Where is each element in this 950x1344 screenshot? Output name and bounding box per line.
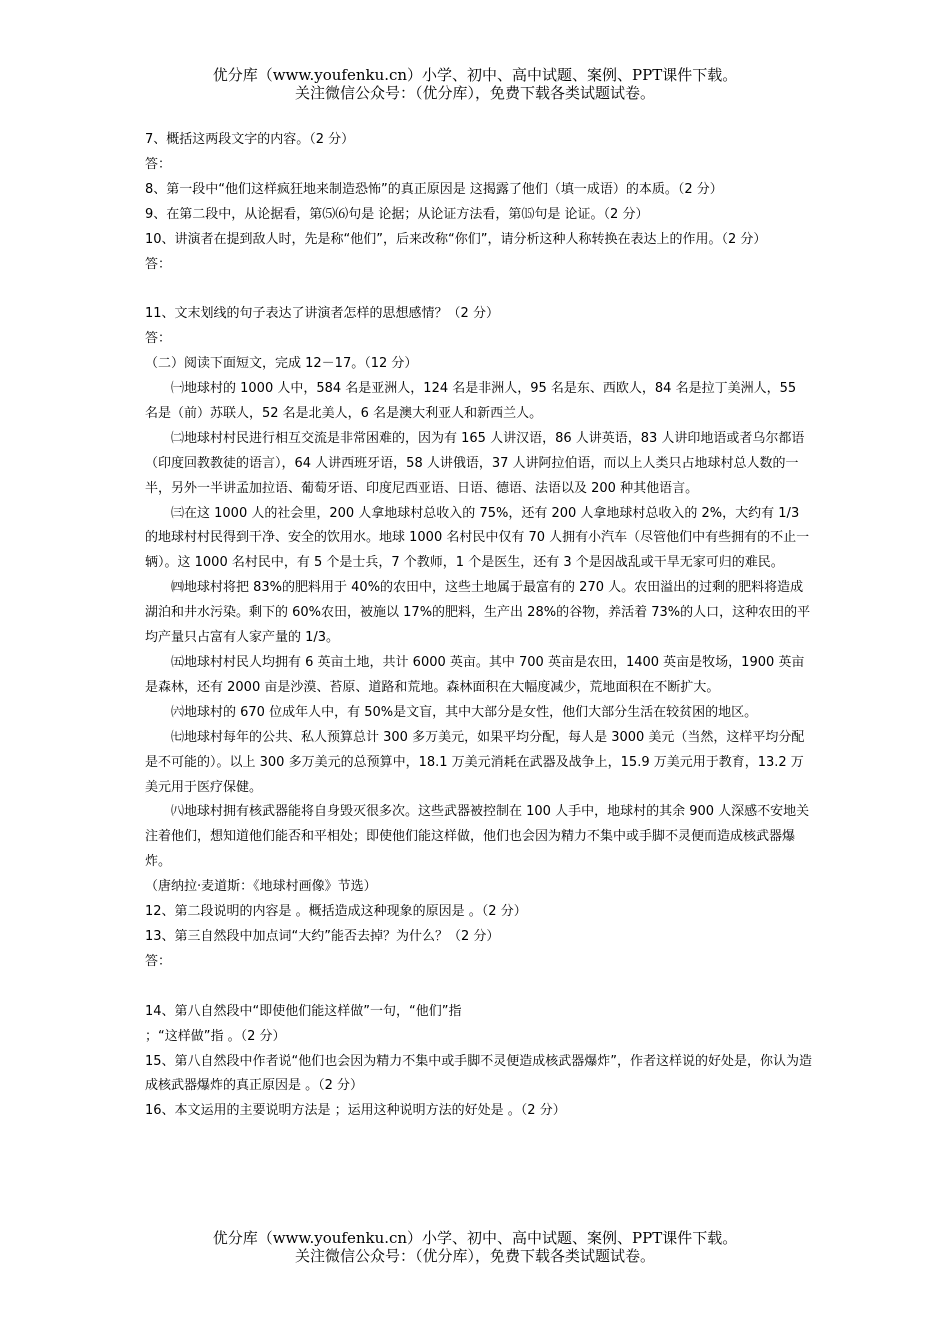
answer-label: 答：	[145, 331, 172, 347]
question-14-line-1: 14、第八自然段中“即使他们能这样做”一句，“他们”指	[145, 1003, 462, 1019]
paragraph-5: ㈤地球村村民人均拥有 6 英亩土地，共计 6000 英亩。其中 700 英亩是农田，1400 英亩是牧场，1900 英亩是森林，还有 2000 亩是沙漠、苔原、道路和荒地。森林面积在大幅度减少，荒地面积在不断扩大。	[145, 655, 805, 695]
footer-line-1: 优分库（www.youfenku.cn）小学、初中、高中试题、案例、PPT课件下载。	[212, 1229, 738, 1247]
paragraph-1: ㈠地球村的 1000 人中，584 名是亚洲人，124 名是非洲人，95 名是东、西欧人，84 名是拉丁美洲人，55 名是（前）苏联人，52 名是北美人，6 名是澳大利亚人和新西兰人。	[145, 381, 797, 421]
header-line-2: 关注微信公众号：（优分库），免费下载各类试题试卷。	[294, 84, 655, 102]
page-header-banner	[0, 66, 950, 102]
paragraph-3: ㈢在这 1000 人的社会里，200 人拿地球村总收入的 75%，还有 200 人拿地球村总收入的 2%，大约有 1/3 的地球村村民得到干净、安全的饮用水。地球 1000 名村民中仅有 70 人拥有小汽车（尽管他们中有些拥有的不止一辆）。这 1000 名村民中，有 5 个是士兵，7 个教师，1 个是医生，还有 3 个是因战乱或干旱无家可归的难民。	[145, 505, 810, 571]
answer-space	[145, 277, 813, 302]
question-8: 8、第一段中“他们这样疯狂地来制造恐怖”的真正原因是 这揭露了他们（填一成语）的本质。（2 分）	[145, 181, 723, 197]
question-9: 9、在第二段中，从论据看，第⑸⑹句是 论据；从论证方法看，第⒂句是 论证。（2 分）	[145, 206, 649, 222]
document-body	[145, 128, 813, 1124]
section-2-title: （二）阅读下面短文，完成 12－17。（12 分）	[145, 356, 418, 372]
answer-label: 答：	[145, 156, 172, 172]
footer-line-2: 关注微信公众号：（优分库），免费下载各类试题试卷。	[294, 1247, 655, 1265]
paragraph-6: ㈥地球村的 670 位成年人中，有 50%是文盲，其中大部分是女性，他们大部分生活在较贫困的地区。	[171, 704, 758, 720]
paragraph-4: ㈣地球村将把 83%的肥料用于 40%的农田中，这些土地属于最富有的 270 人。农田溢出的过剩的肥料将造成湖泊和井水污染。剩下的 60%农田，被施以 17%的肥料，生产出 28%的谷物，养活着 73%的人口，这种农田的平均产量只占富有人家产量的 1/3。	[145, 580, 811, 646]
article-source: （唐纳拉·麦道斯：《地球村画像》节选）	[145, 879, 377, 895]
answer-label: 答：	[145, 256, 172, 272]
question-7: 7、概括这两段文字的内容。（2 分）	[145, 132, 355, 147]
question-13: 13、第三自然段中加点词“大约”能否去掉？为什么？（2 分）	[145, 928, 500, 944]
question-15: 15、第八自然段中作者说“他们也会因为精力不集中或手脚不灵便造成核武器爆炸”，作者这样说的好处是，你认为造成核武器爆炸的真正原因是 。（2 分）	[145, 1053, 813, 1094]
paragraph-8: ㈧地球村拥有核武器能将自身毁灭很多次。这些武器被控制在 100 人手中，地球村的其余 900 人深感不安地关注着他们，想知道他们能否和平相处；即使他们能这样做，他们也会因为精力不集中或手脚不灵便而造成核武器爆炸。	[145, 804, 810, 870]
paragraph-7: ㈦地球村每年的公共、私人预算总计 300 多万美元，如果平均分配，每人是 3000 美元（当然，这样平均分配是不可能的）。以上 300 多万美元的总预算中，18.1 万美元消耗在武器及战争上，15.9 万美元用于教育，13.2 万美元用于医疗保健。	[145, 729, 805, 795]
question-14-line-2: ；“这样做”指 。（2 分）	[145, 1028, 286, 1044]
question-12: 12、第二段说明的内容是 。概括造成这种现象的原因是 。（2 分）	[145, 904, 527, 920]
paragraph-2: ㈡地球村村民进行相互交流是非常困难的，因为有 165 人讲汉语，86 人讲英语，83 人讲印地语或者乌尔都语（印度回教教徒的语言），64 人讲西班牙语，58 人讲俄语，37 人讲阿拉伯语，而以上人类只占地球村总人数的一半，另外一半讲孟加拉语、葡萄牙语、印度尼西亚语、日语、德语、法语以及 200 种其他语言。	[145, 430, 805, 496]
answer-space	[145, 975, 813, 1000]
question-11: 11、文末划线的句子表达了讲演者怎样的思想感情？（2 分）	[145, 306, 499, 322]
page-footer-banner	[0, 1229, 950, 1265]
question-16: 16、本文运用的主要说明方法是 ；运用这种说明方法的好处是 。（2 分）	[145, 1103, 566, 1119]
answer-label: 答：	[145, 953, 172, 969]
question-10: 10、讲演者在提到敌人时，先是称“他们”，后来改称“你们”，请分析这种人称转换在表达上的作用。（2 分）	[145, 231, 767, 247]
header-line-1: 优分库（www.youfenku.cn）小学、初中、高中试题、案例、PPT课件下载。	[212, 66, 738, 84]
